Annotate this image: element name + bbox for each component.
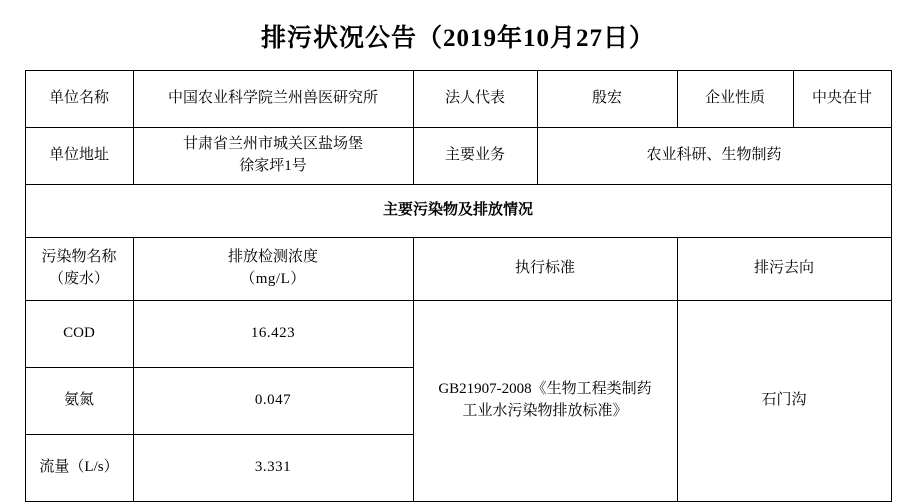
enterprise-nature-label: 企业性质 xyxy=(677,71,793,128)
legal-rep-label: 法人代表 xyxy=(413,71,537,128)
unit-name-value: 中国农业科学院兰州兽医研究所 xyxy=(133,71,413,128)
execution-standard-line-2: 工业水污染物排放标准》 xyxy=(462,403,628,419)
table-header-row xyxy=(25,238,891,301)
main-business-value: 农业科研、生物制药 xyxy=(537,128,891,185)
unit-address-label: 单位地址 xyxy=(25,128,133,185)
discharge-destination: 石门沟 xyxy=(677,301,891,502)
column-header-concentration xyxy=(133,238,413,301)
legal-rep-value: 殷宏 xyxy=(537,71,677,128)
pollutant-concentration: 0.047 xyxy=(133,368,413,435)
section-heading-row xyxy=(25,185,891,238)
unit-address-line-2: 徐家坪1号 xyxy=(239,158,307,174)
execution-standard xyxy=(413,301,677,502)
table-row xyxy=(25,71,891,128)
section-heading: 主要污染物及排放情况 xyxy=(25,185,891,238)
main-business-label: 主要业务 xyxy=(413,128,537,185)
pollutant-concentration: 16.423 xyxy=(133,301,413,368)
column-header-destination: 排污去向 xyxy=(677,238,891,301)
page-title: 排污状况公告（2019年10月27日） xyxy=(260,25,655,52)
pollutant-name: 氨氮 xyxy=(25,368,133,435)
unit-address-line-1: 甘肃省兰州市城关区盐场堡 xyxy=(182,136,363,153)
unit-address-value xyxy=(133,128,413,185)
unit-name-label: 单位名称 xyxy=(25,71,133,128)
execution-standard-line-1: GB21907-2008《生物工程类制药 xyxy=(438,381,652,398)
table-row xyxy=(25,128,891,185)
column-header-concentration-line-1: 排放检测浓度 xyxy=(227,249,318,266)
table-row xyxy=(25,301,891,368)
column-header-standard: 执行标准 xyxy=(413,238,677,301)
column-header-concentration-line-2: （mg/L） xyxy=(240,271,306,287)
pollutant-concentration: 3.331 xyxy=(133,435,413,502)
enterprise-nature-value: 中央在甘 xyxy=(793,71,891,128)
pollution-report-table xyxy=(25,70,892,502)
column-header-pollutant-line-2: （废水） xyxy=(48,271,109,287)
pollutant-name: COD xyxy=(25,301,133,368)
column-header-pollutant xyxy=(25,238,133,301)
pollutant-name: 流量（L/s） xyxy=(25,435,133,502)
column-header-pollutant-line-1: 污染物名称 xyxy=(41,249,117,266)
